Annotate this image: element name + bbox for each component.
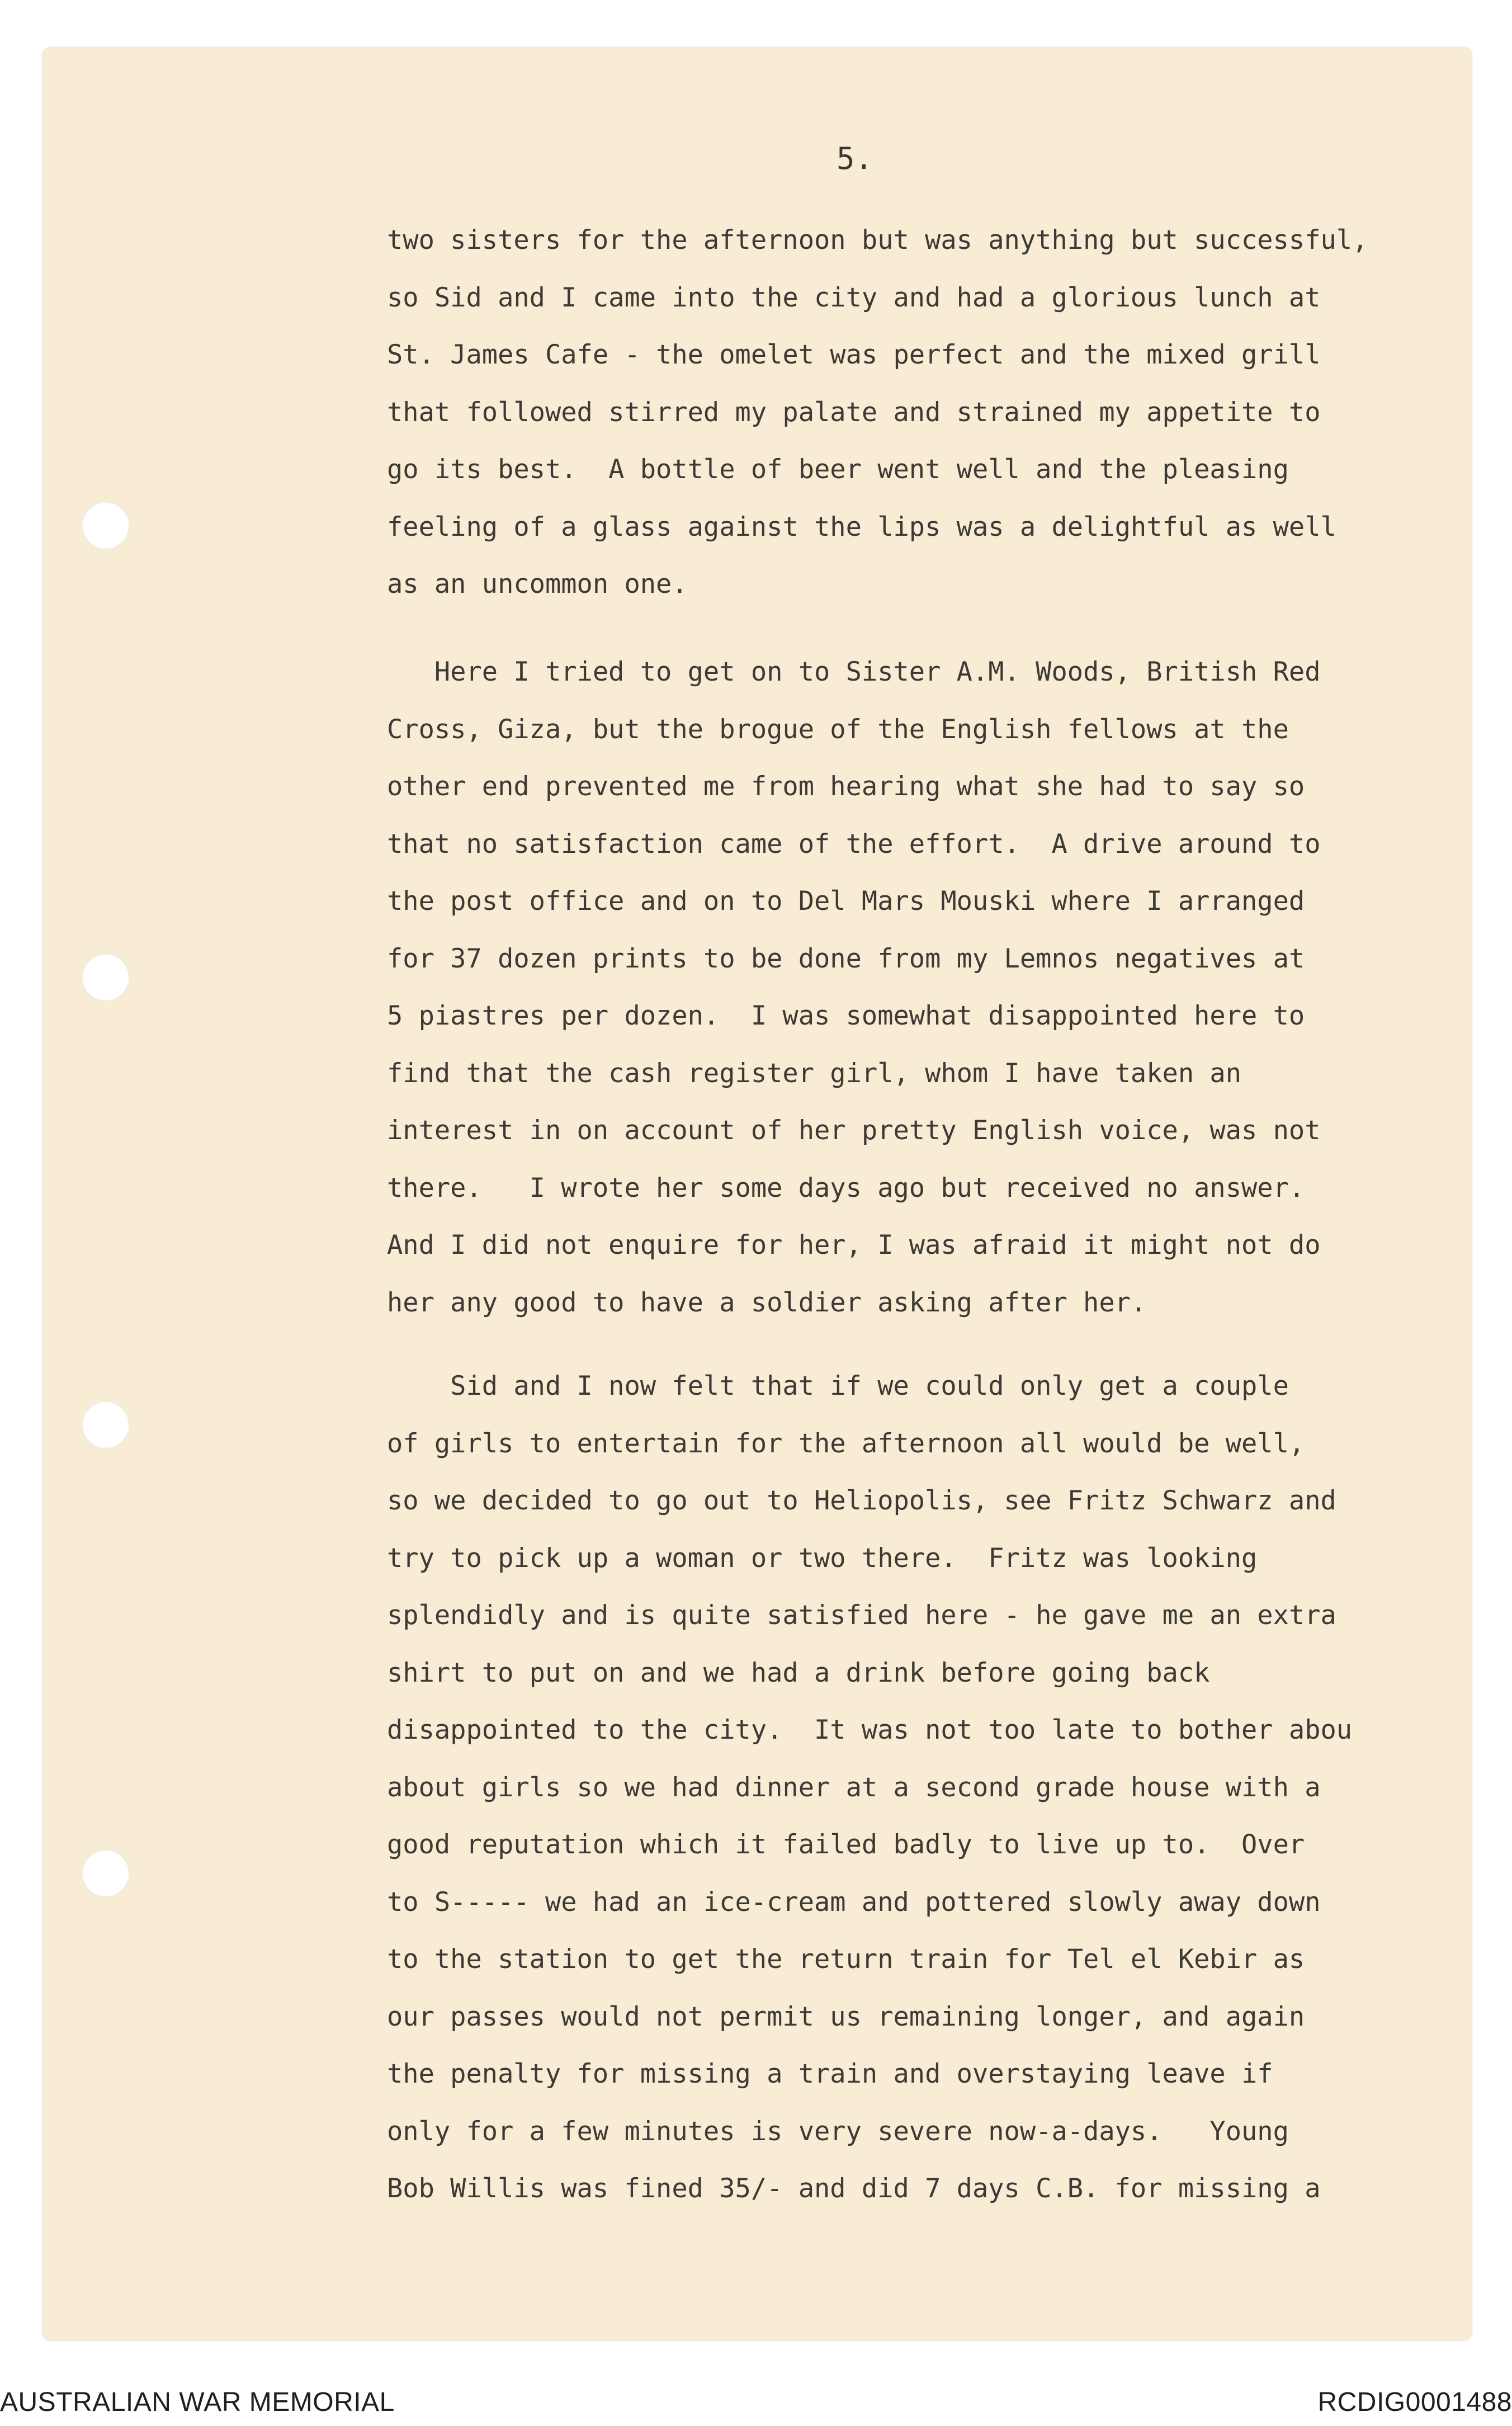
text-line: only for a few minutes is very severe now-a-days. Young — [387, 2116, 1289, 2147]
text-line: the penalty for missing a train and overstaying leave if — [387, 2059, 1273, 2089]
text-line: St. James Cafe - the omelet was perfect and the mixed grill — [387, 339, 1321, 370]
punch-hole — [82, 1849, 130, 1898]
text-line: Here I tried to get on to Sister A.M. Woods, British Red — [387, 657, 1321, 687]
text-line: good reputation which it failed badly to live up to. Over — [387, 1829, 1305, 1860]
text-line: Cross, Giza, but the brogue of the English fellows at the — [387, 714, 1289, 745]
text-line: 5 piastres per dozen. I was somewhat disappointed here to — [387, 1000, 1305, 1031]
text-line: that followed stirred my palate and strained my appetite to — [387, 397, 1321, 428]
text-line: find that the cash register girl, whom I have taken an — [387, 1058, 1242, 1089]
text-line: to S----- we had an ice-cream and pottered slowly away down — [387, 1886, 1321, 1918]
text-line: And I did not enquire for her, I was afraid it might not do — [387, 1230, 1321, 1261]
text-line: feeling of a glass against the lips was a delightful as well — [387, 511, 1336, 542]
text-line: so we decided to go out to Heliopolis, see Fritz Schwarz and — [387, 1485, 1336, 1516]
text-line: to the station to get the return train for Tel el Kebir as — [387, 1944, 1305, 1975]
text-line: our passes would not permit us remaining longer, and again — [387, 2001, 1305, 2032]
text-line: two sisters for the afternoon but was anything but successful, — [387, 225, 1368, 256]
text-line: there. I wrote her some days ago but received no answer. — [387, 1172, 1305, 1203]
text-line: shirt to put on and we had a drink before going back — [387, 1657, 1210, 1688]
text-line: about girls so we had dinner at a second grade house with a — [387, 1772, 1321, 1803]
text-line: of girls to entertain for the afternoon all would be well, — [387, 1428, 1305, 1459]
text-line: try to pick up a woman or two there. Fritz was looking — [387, 1542, 1258, 1574]
punch-hole — [82, 1401, 130, 1449]
text-line: so Sid and I came into the city and had a glorious lunch at — [387, 282, 1321, 313]
punch-hole — [82, 502, 130, 550]
page-number: 5. — [837, 141, 873, 176]
text-line: go its best. A bottle of beer went well and the pleasing — [387, 454, 1289, 485]
text-line: for 37 dozen prints to be done from my Lemnos negatives at — [387, 943, 1305, 974]
punch-hole — [82, 954, 130, 1002]
text-line: disappointed to the city. It was not too late to bother abou — [387, 1715, 1353, 1745]
paragraph-2 — [387, 659, 1477, 1347]
text-line: that no satisfaction came of the effort. A drive around to — [387, 828, 1321, 860]
text-line: as an uncommon one. — [387, 569, 688, 600]
text-line: splendidly and is quite satisfied here - he gave me an extra — [387, 1600, 1336, 1631]
text-line: Sid and I now felt that if we could only get a couple — [387, 1371, 1289, 1401]
footer-record-id: RCDIG0001488 — [1317, 2387, 1512, 2417]
paragraph-1 — [387, 227, 1477, 629]
text-line: other end prevented me from hearing what she had to say so — [387, 771, 1305, 802]
paragraph-3 — [387, 1373, 1477, 2233]
text-line: Bob Willis was fined 35/- and did 7 days C.B. for missing a — [387, 2173, 1321, 2204]
footer-institution: AUSTRALIAN WAR MEMORIAL — [0, 2387, 395, 2417]
text-line: the post office and on to Del Mars Mouski where I arranged — [387, 886, 1305, 917]
text-line: interest in on account of her pretty English voice, was not — [387, 1115, 1321, 1146]
text-line: her any good to have a soldier asking after her. — [387, 1287, 1147, 1318]
